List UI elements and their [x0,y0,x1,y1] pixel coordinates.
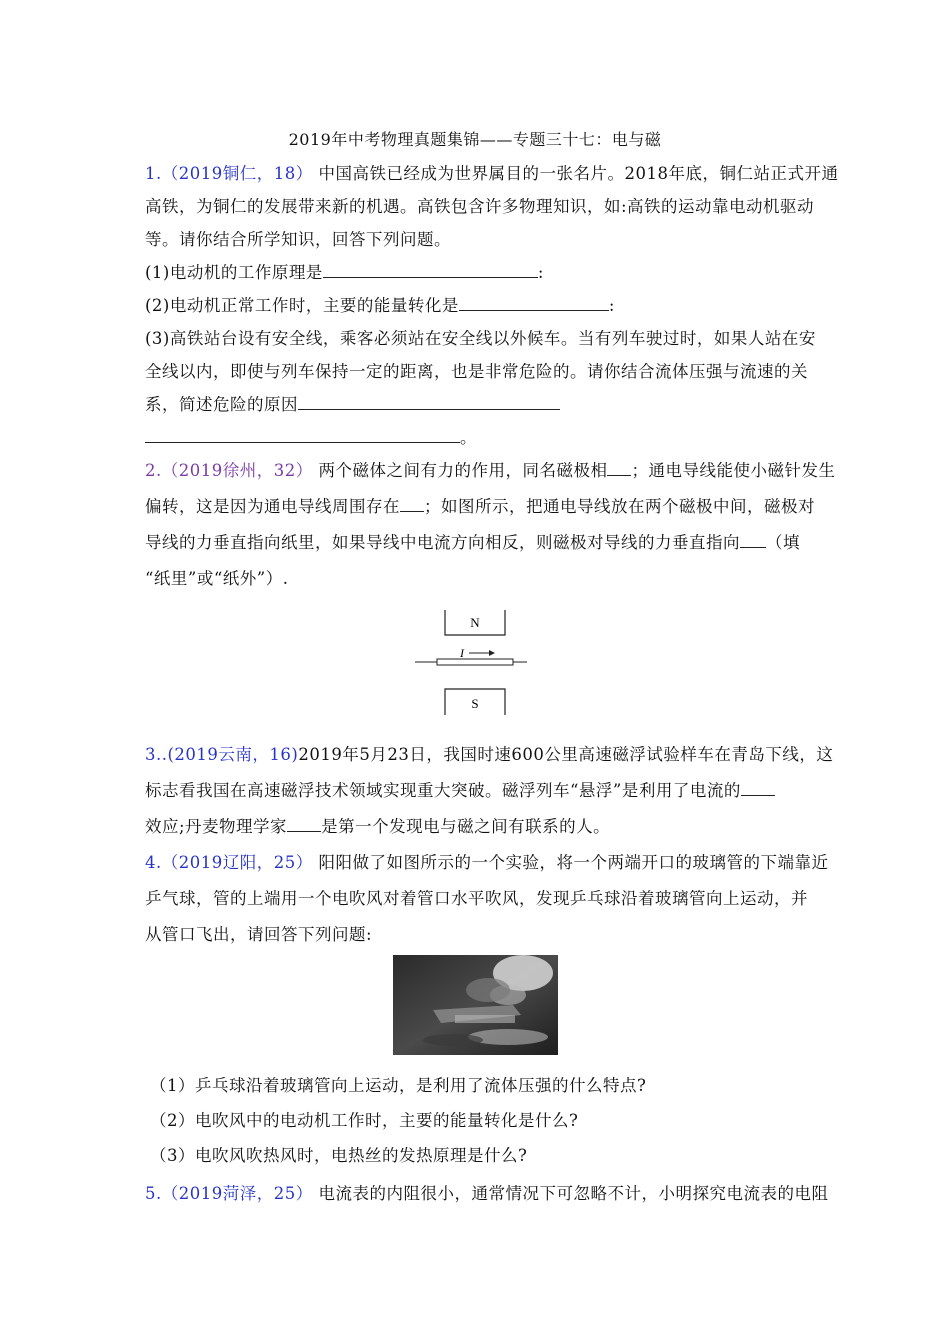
q2-line-2 [145,493,815,517]
answer-blank[interactable] [287,817,321,832]
q3-line-2 [145,777,775,801]
q2-text-1b: ；通电导线能使小磁针发生 [631,461,836,480]
q2-text-2a: 偏转，这是因为通电导线周围存在 [145,497,400,516]
q2-text-1a: 两个磁体之间有力的作用，同名磁极相 [318,461,608,480]
q2-text-3b: （填 [766,533,800,552]
q1-line-2: 高铁，为铜仁的发展带来新的机遇。高铁包含许多物理知识，如:高铁的运动靠电动机驱动 [145,197,815,216]
q2-text-3a: 导线的力垂直指向纸里，如果导线中电流方向相反，则磁极对导线的力垂直指向 [145,533,740,552]
answer-blank[interactable] [607,461,631,476]
q1-part-3-line-2: 全线以内，即使与列车保持一定的距离，也是非常危险的。请你结合流体压强与流速的关 [145,362,808,381]
q2-line-1 [145,457,835,481]
answer-blank[interactable] [741,781,775,796]
q3-text-3a: 效应;丹麦物理学家 [145,817,288,836]
answer-blank[interactable] [298,395,560,410]
q3-text-1: 2019年5月23日，我国时速600公里高速磁浮试验样车在青岛下线，这 [298,745,834,764]
south-label: S [471,696,479,711]
colon: : [537,263,544,282]
q5-text-1: 电流表的内阻很小，通常情况下可忽略不计，小明探究电流表的电阻 [318,1184,829,1203]
q4-sub-3: （3）电吹风吹热风时，电热丝的发热原理是什么? [150,1146,528,1165]
q4-line-3: 从管口飞出，请回答下列问题: [145,925,373,944]
q5-source-tag: 5.（2019菏泽，25） [145,1184,313,1203]
q4-text-1: 阳阳做了如图所示的一个实验，将一个两端开口的玻璃管的下端靠近 [318,853,829,872]
q3-line-1 [145,741,833,765]
current-arrowhead [489,650,495,656]
answer-blank[interactable] [400,497,424,512]
q3-line-3 [145,813,610,837]
q1-part-2 [145,292,615,316]
q2-line-4: “纸里”或“纸外”）. [145,569,289,588]
period: 。 [460,428,477,447]
q4-line-2: 乒气球，管的上端用一个电吹风对着管口水平吹风，发现乒乓球沿着玻璃管向上运动，并 [145,889,808,908]
q3-text-2: 标志看我国在高速磁浮技术领域实现重大突破。磁浮列车“悬浮”是利用了电流的 [145,781,741,800]
q4-line-1 [145,849,828,873]
q4-sub-2: （2）电吹风中的电动机工作时，主要的能量转化是什么? [150,1111,579,1130]
q3-source-tag: 3..(2019云南，16) [145,745,299,764]
wire-segment [437,659,513,665]
answer-blank[interactable] [459,296,609,311]
q2-text-2b: ；如图所示，把通电导线放在两个磁极中间，磁极对 [424,497,815,516]
q1-source-tag: 1.（2019铜仁，18） [145,164,313,183]
answer-blank[interactable] [145,428,460,443]
q4-sub-1: （1）乒乓球沿着玻璃管向上运动，是利用了流体压强的什么特点? [150,1076,647,1095]
q3-text-3b: 是第一个发现电与磁之间有联系的人。 [321,817,611,836]
magnet-wire-figure [415,607,535,719]
q4-source-tag: 4.（2019辽阳，25） [145,853,313,872]
q2-line-3 [145,529,800,553]
experiment-photo [393,955,558,1055]
q1-text-1: 中国高铁已经成为世界属目的一张名片。2018年底，铜仁站正式开通 [318,164,839,183]
current-label: I [460,646,464,660]
colon: : [608,296,615,315]
q1-part-3-line-4 [145,424,477,448]
answer-blank[interactable] [740,533,766,548]
q1-line-3: 等。请你结合所学知识，回答下列问题。 [145,230,451,249]
q1-part-1-text: (1)电动机的工作原理是 [145,263,323,282]
q1-part-1 [145,259,544,283]
q2-source-tag: 2.（2019徐州，32） [145,461,313,480]
q5-line-1 [145,1180,828,1204]
q1-part-3-line-1: (3)高铁站台设有安全线，乘客必须站在安全线以外候车。当有列车驶过时，如果人站在安 [145,329,816,348]
q1-part-3-text: 系，简述危险的原因 [145,395,298,414]
answer-blank[interactable] [323,263,538,278]
north-label: N [470,615,480,630]
q1-part-2-text: (2)电动机正常工作时，主要的能量转化是 [145,296,459,315]
q1-line-1 [145,160,838,184]
q1-part-3-line-3 [145,391,560,415]
page-title: 2019年中考物理真题集锦——专题三十七：电与磁 [288,130,662,149]
